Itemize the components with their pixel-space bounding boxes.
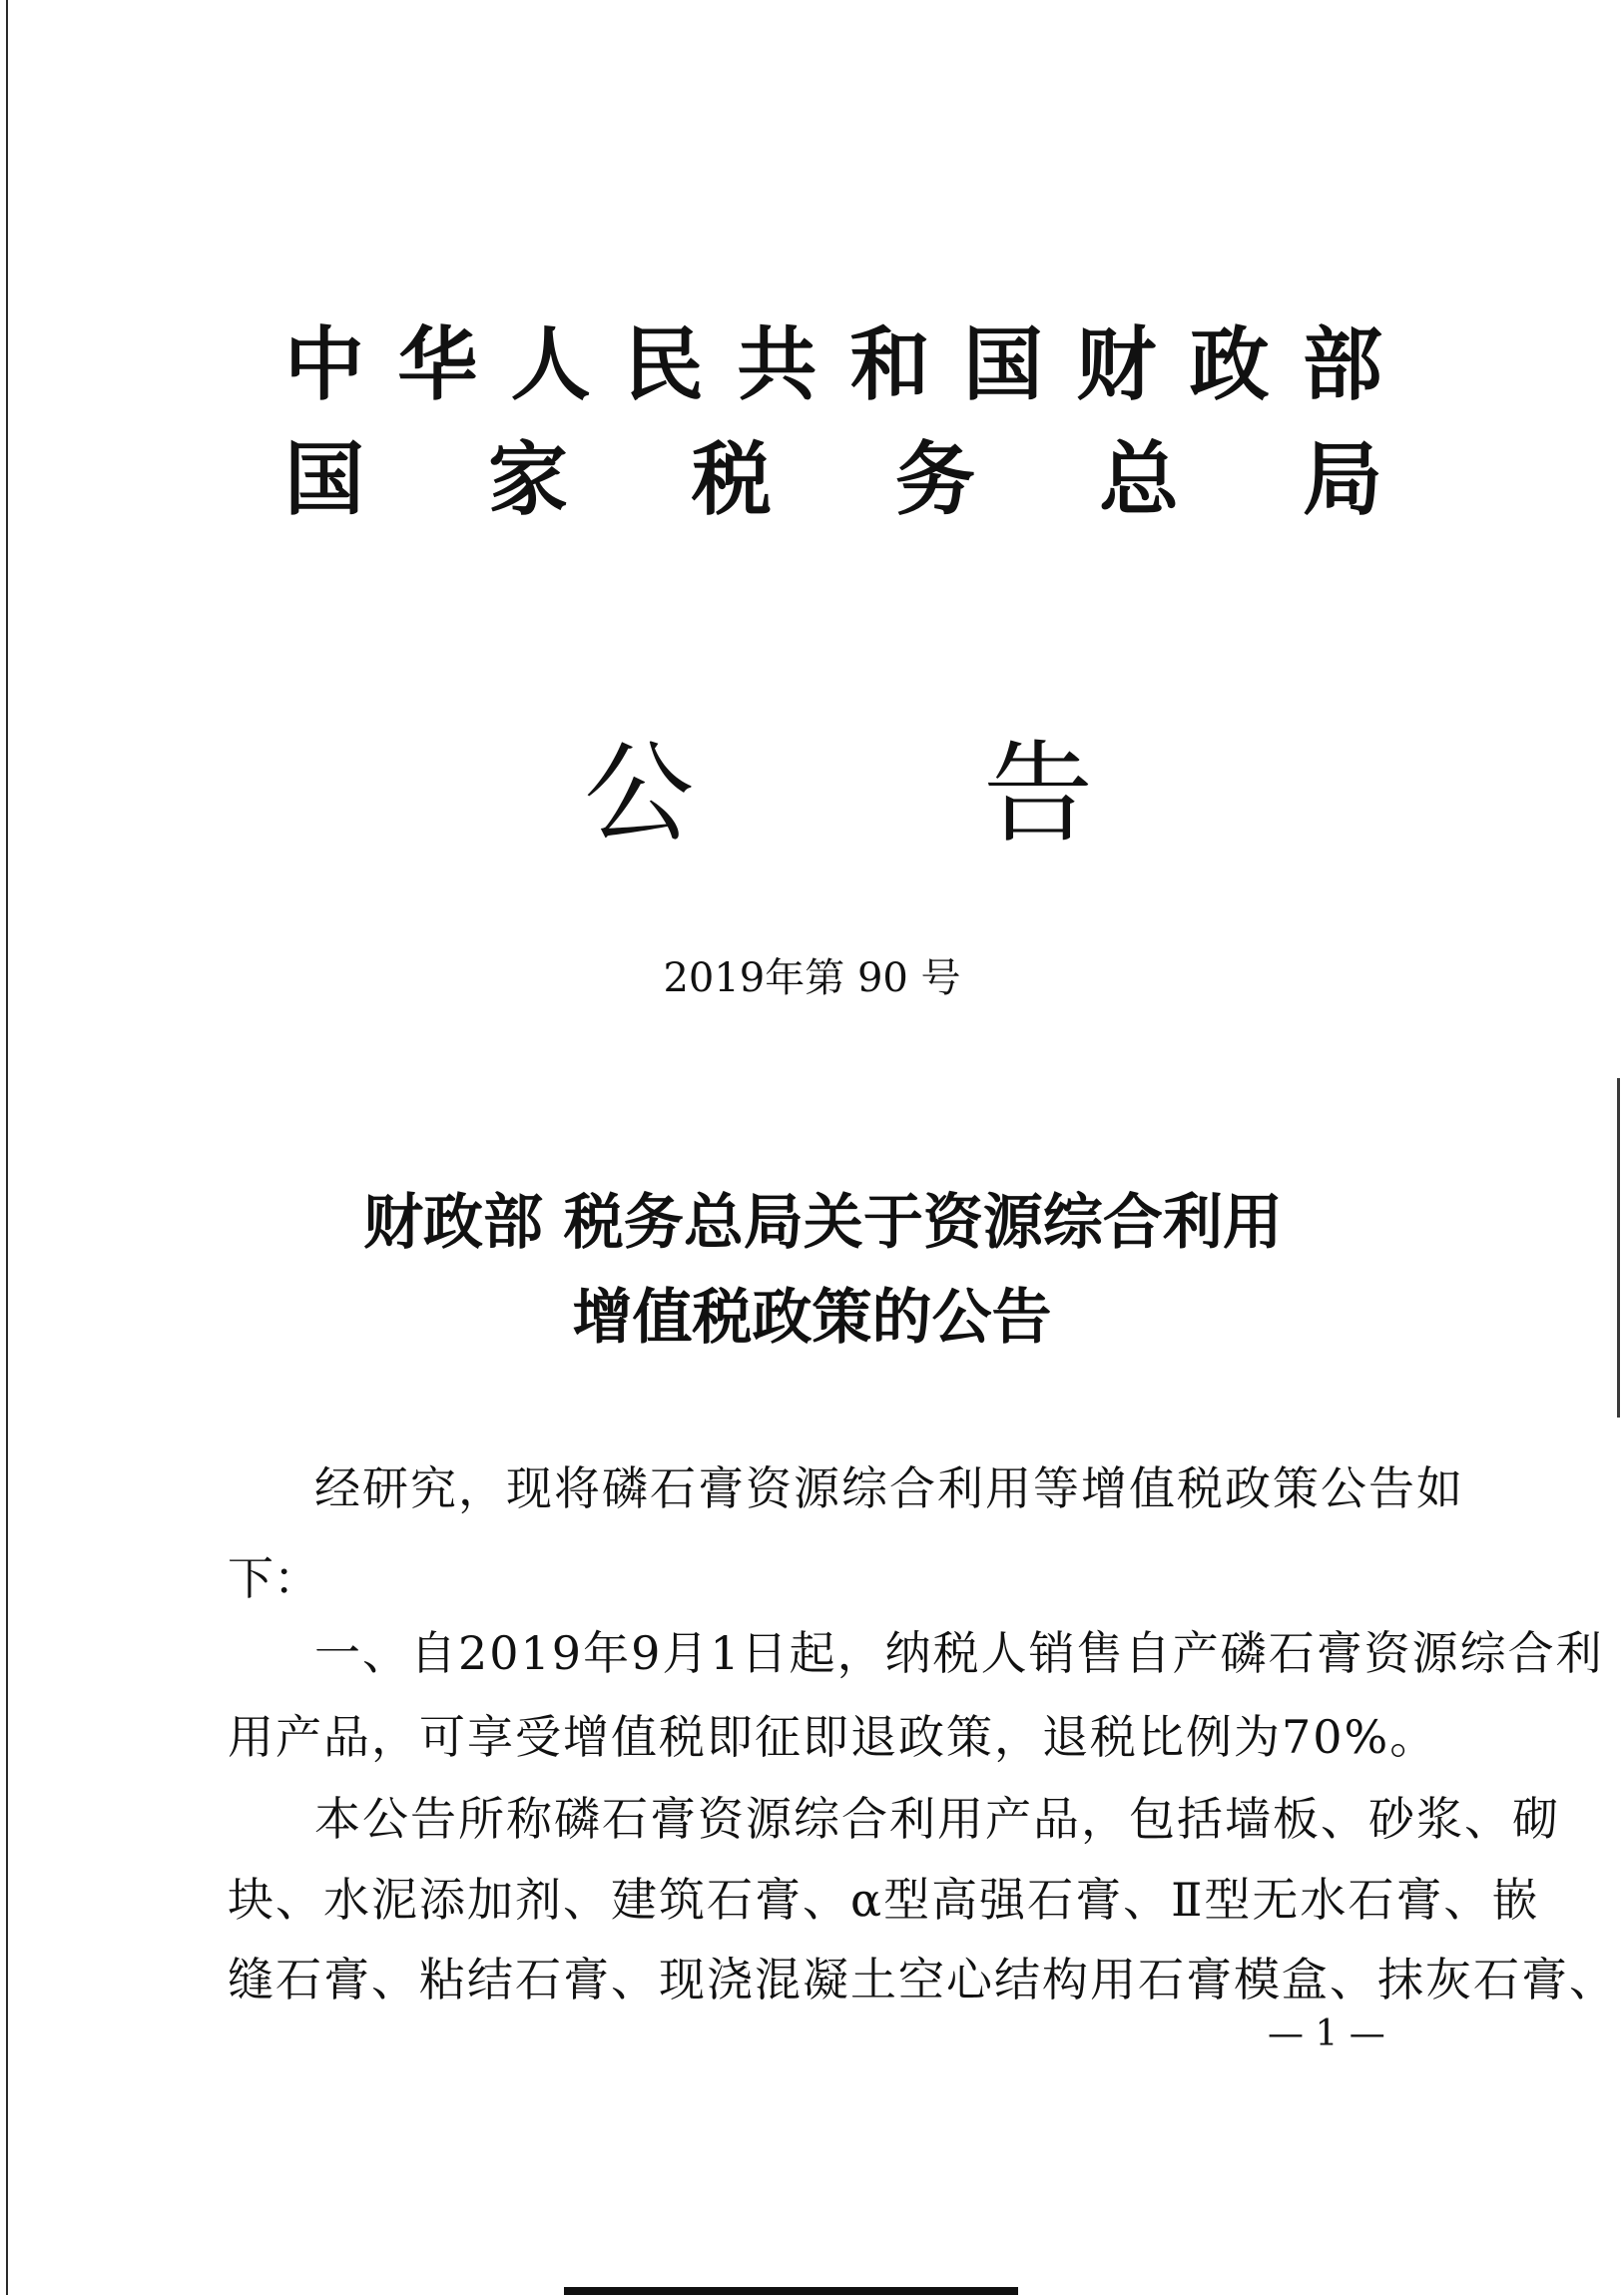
document-title-line-2: 增值税政策的公告 <box>572 1283 1052 1353</box>
scan-edge-line <box>6 0 8 2295</box>
body-line-4: 用产品，可享受增值税即征即退政策，退税比例为70%。 <box>228 1710 1438 1764</box>
document-number: 2019年第 90 号 <box>663 955 961 1001</box>
scan-bottom-bar <box>564 2287 1018 2295</box>
issuer-ministry-of-finance: 中 华 人 民 共 和 国 财 政 部 <box>284 317 1382 411</box>
body-line-6: 块、水泥添加剂、建筑石膏、α型高强石膏、Ⅱ型无水石膏、嵌 <box>228 1873 1540 1927</box>
body-line-2: 下： <box>228 1551 319 1605</box>
body-line-1: 经研究，现将磷石膏资源综合利用等增值税政策公告如 <box>314 1461 1464 1515</box>
document-title-line-1: 财政部 税务总局关于资源综合利用 <box>363 1188 1283 1258</box>
page-number: — 1 — <box>1268 2013 1385 2054</box>
issuer-tax-administration: 国 家 税 务 总 局 <box>284 432 1382 526</box>
body-line-5: 本公告所称磷石膏资源综合利用产品，包括墙板、砂浆、砌 <box>314 1792 1560 1846</box>
body-line-7: 缝石膏、粘结石膏、现浇混凝土空心结构用石膏模盒、抹灰石膏、 <box>228 1953 1617 2007</box>
body-line-3: 一、自2019年9月1日起，纳税人销售自产磷石膏资源综合利 <box>314 1626 1604 1680</box>
notice-type-heading: 公 告 <box>584 730 1093 858</box>
